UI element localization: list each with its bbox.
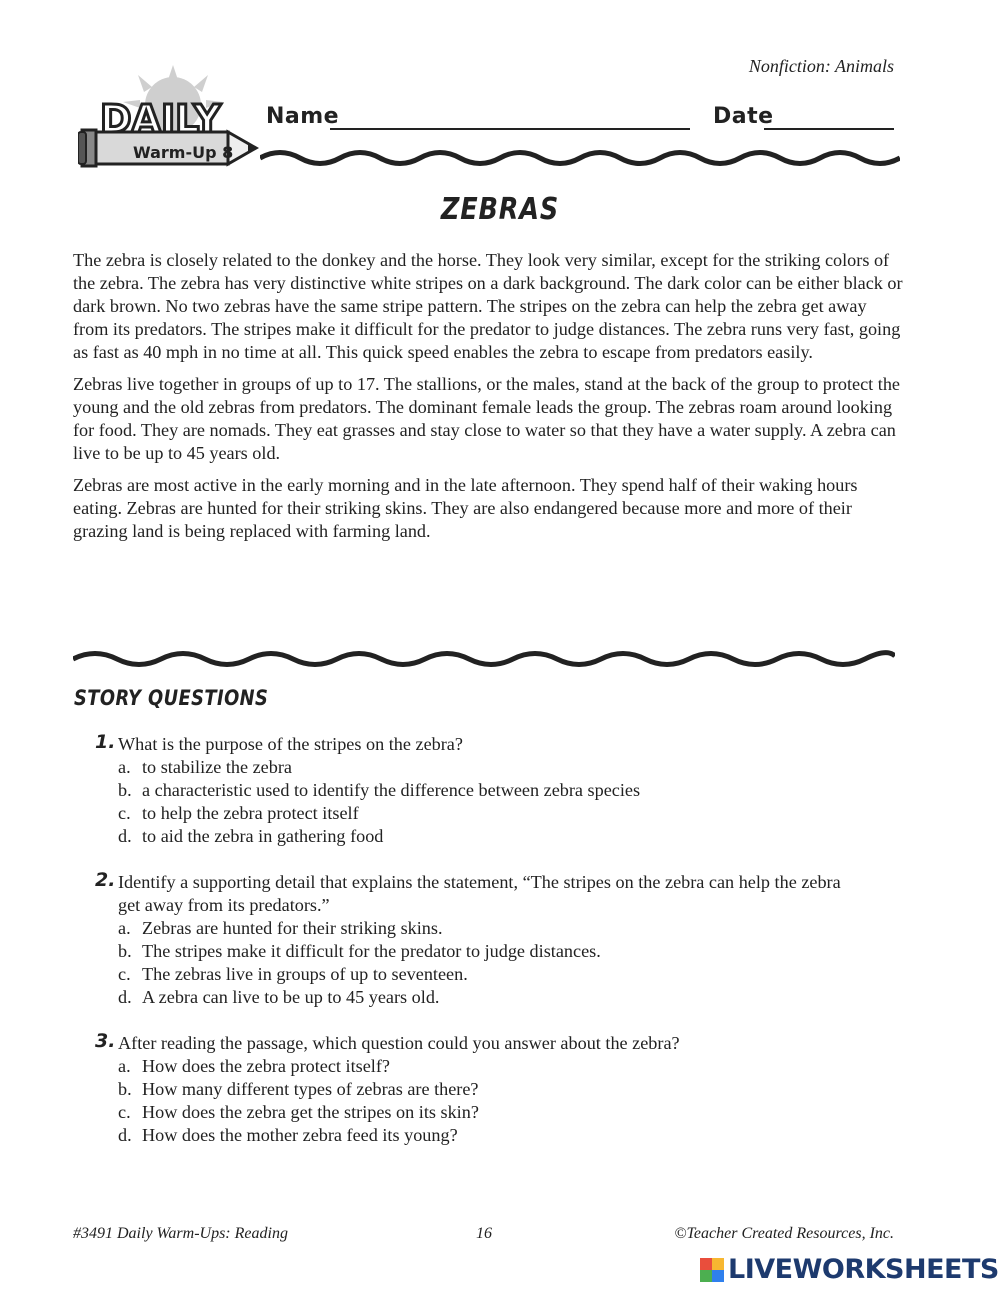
question-number: 2. bbox=[95, 869, 116, 891]
daily-warmup-logo bbox=[78, 60, 268, 185]
option-text: Zebras are hunted for their striking skins. bbox=[142, 918, 443, 938]
option-letter: a. bbox=[118, 757, 131, 777]
answer-option[interactable] bbox=[118, 825, 895, 848]
passage-paragraph: Zebras are most active in the early morning and in the late afternoon. They spend half of their waking hours eating. Zebras are hunted for their striking skins. They are also endangered because more and more of their grazing land is being replaced with farming land. bbox=[73, 475, 858, 541]
liveworksheets-watermark[interactable] bbox=[700, 1254, 999, 1285]
page-title: ZEBRAS bbox=[440, 192, 560, 227]
footer-copyright: ©Teacher Created Resources, Inc. bbox=[674, 1225, 894, 1242]
section-wave-divider bbox=[73, 648, 895, 670]
option-text: a characteristic used to identify the difference between zebra species bbox=[142, 780, 641, 800]
option-text: A zebra can live to be up to 45 years old. bbox=[142, 987, 440, 1007]
answer-option[interactable] bbox=[118, 986, 895, 1009]
option-letter: c. bbox=[118, 964, 131, 984]
header-wave-divider bbox=[260, 147, 900, 169]
answer-option[interactable] bbox=[118, 779, 895, 802]
passage-paragraph: Zebras live together in groups of up to 17. The stallions, or the males, stand at the back of the group to protect the young and the old zebras from predators. The dominant female leads the group. The zebras roam around looking for food. They are nomads. They eat grasses and stay close to water so that they have a water supply. A zebra can live to be up to 45 years old. bbox=[73, 374, 900, 463]
question-number: 1. bbox=[95, 731, 116, 753]
option-text: to help the zebra protect itself bbox=[142, 803, 359, 823]
answer-option[interactable] bbox=[118, 940, 895, 963]
option-text: The stripes make it difficult for the predator to judge distances. bbox=[142, 941, 601, 961]
question-text: What is the purpose of the stripes on the zebra? bbox=[118, 734, 463, 754]
liveworksheets-logo-icon bbox=[700, 1258, 724, 1282]
option-letter: c. bbox=[118, 1102, 131, 1122]
date-field[interactable] bbox=[764, 128, 894, 130]
question-2 bbox=[95, 871, 895, 1009]
option-text: to stabilize the zebra bbox=[142, 757, 292, 777]
logo-subtitle: Warm-Up 8 bbox=[133, 143, 234, 162]
passage-paragraph: The zebra is closely related to the donkey and the horse. They look very similar, except for the striking colors of the zebra. The zebra has very distinctive white stripes on a dark background. The dark color can be either black or dark brown. No two zebras have the same stripe pattern. The stripes on the zebra can help the zebra get away from its predators. The stripes make it difficult for the predator to judge distances. The zebra runs very fast, going as fast as 40 mph in no time at all. This quick speed enables the zebra to escape from predators easily. bbox=[73, 250, 903, 362]
question-1 bbox=[95, 733, 895, 848]
story-questions-heading: STORY QUESTIONS bbox=[74, 686, 269, 710]
passage bbox=[73, 249, 903, 552]
answer-option[interactable] bbox=[118, 1124, 895, 1147]
logo-word: DAILY bbox=[100, 97, 221, 141]
option-text: How does the zebra protect itself? bbox=[142, 1056, 390, 1076]
date-label: Date bbox=[713, 104, 774, 129]
answer-option[interactable] bbox=[118, 756, 895, 779]
option-letter: d. bbox=[118, 987, 132, 1007]
option-letter: a. bbox=[118, 918, 131, 938]
option-text: How does the mother zebra feed its young? bbox=[142, 1125, 458, 1145]
page-number: 16 bbox=[476, 1225, 492, 1242]
answer-option[interactable] bbox=[118, 1101, 895, 1124]
name-field[interactable] bbox=[330, 128, 690, 130]
option-letter: b. bbox=[118, 941, 132, 961]
question-text: Identify a supporting detail that explains the statement, “The stripes on the zebra can help the zebra get away from its predators.” bbox=[118, 872, 841, 915]
option-text: The zebras live in groups of up to seventeen. bbox=[142, 964, 468, 984]
question-3 bbox=[95, 1032, 895, 1147]
footer-book-title: #3491 Daily Warm-Ups: Reading bbox=[73, 1225, 288, 1242]
option-letter: b. bbox=[118, 780, 132, 800]
answer-option[interactable] bbox=[118, 963, 895, 986]
option-letter: c. bbox=[118, 803, 131, 823]
answer-option[interactable] bbox=[118, 917, 895, 940]
option-letter: b. bbox=[118, 1079, 132, 1099]
option-letter: d. bbox=[118, 1125, 132, 1145]
option-text: How many different types of zebras are there? bbox=[142, 1079, 479, 1099]
question-text: After reading the passage, which question could you answer about the zebra? bbox=[118, 1033, 680, 1053]
answer-option[interactable] bbox=[118, 1055, 895, 1078]
answer-option[interactable] bbox=[118, 802, 895, 825]
category-label: Nonfiction: Animals bbox=[748, 56, 894, 76]
liveworksheets-text: LIVEWORKSHEETS bbox=[728, 1254, 999, 1285]
option-text: How does the zebra get the stripes on its skin? bbox=[142, 1102, 479, 1122]
answer-option[interactable] bbox=[118, 1078, 895, 1101]
option-text: to aid the zebra in gathering food bbox=[142, 826, 384, 846]
option-letter: a. bbox=[118, 1056, 131, 1076]
option-letter: d. bbox=[118, 826, 132, 846]
question-number: 3. bbox=[95, 1030, 116, 1052]
name-label: Name bbox=[266, 104, 340, 129]
